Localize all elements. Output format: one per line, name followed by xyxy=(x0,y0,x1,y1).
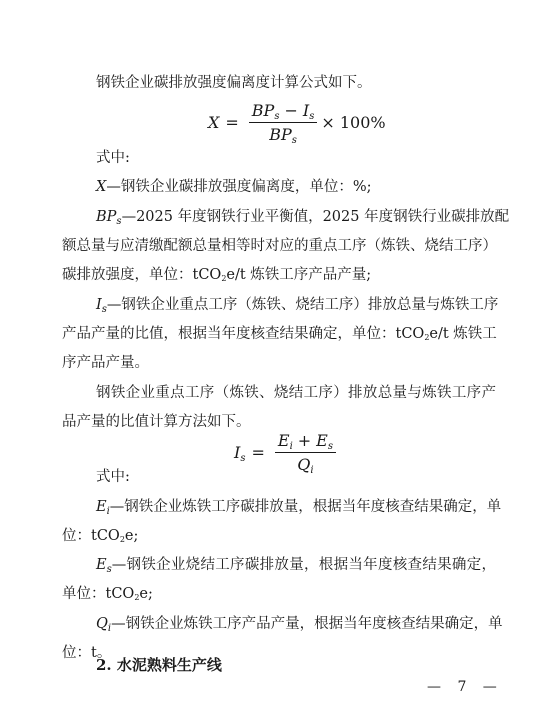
formula1-fraction xyxy=(249,101,318,144)
formula2-numerator: $E_i + E_s$ xyxy=(275,431,336,453)
where-label-1: 式中: xyxy=(96,150,130,166)
def-ei-line2: 位：tCO2e; xyxy=(62,528,139,544)
formula2-equals: = xyxy=(251,443,265,462)
def-bp-line3: 碳排放强度，单位：tCO2e/t 炼铁工序产品产量; xyxy=(62,267,372,283)
para2-line1: 钢铁企业重点工序（炼铁、烧结工序）排放总量与炼铁工序产 xyxy=(96,385,496,401)
page-number: — 7 — xyxy=(427,679,503,695)
def-is-line3: 序产品产量。 xyxy=(62,355,149,371)
def-bp-line2: 额总量与应清缴配额总量相等时对应的重点工序（炼铁、烧结工序） xyxy=(62,238,497,254)
where-label-2: 式中: xyxy=(96,469,130,485)
formula1-equals: = xyxy=(225,113,239,132)
formula1-numerator: $BP_s - I_s$ xyxy=(249,101,318,123)
def-is-line1: $I_s—$钢铁企业重点工序（炼铁、烧结工序）排放总量与炼铁工序 xyxy=(96,297,499,315)
formula2-denominator: $Q_i$ xyxy=(297,455,314,476)
def-es-line2: 单位：tCO2e; xyxy=(62,586,153,602)
def-es-line1: $E_s—$钢铁企业烧结工序碳排放量，根据当年度核查结果确定， xyxy=(96,557,496,575)
formula1-lhs: X xyxy=(208,113,220,132)
def-is-line2: 产品产量的比值，根据当年度核查结果确定，单位：tCO2e/t 炼铁工 xyxy=(62,326,497,342)
formula2-lhs: $I_s$ xyxy=(234,443,246,464)
def-qi-line1: $Q_i—$钢铁企业炼铁工序产品产量，根据当年度核查结果确定，单 xyxy=(96,616,503,634)
def-bp-line1: $BP_s—2025$ 年度钢铁行业平衡值，2025 年度钢铁行业碳排放配 xyxy=(96,209,510,227)
def-ei-line1: $E_i—$钢铁企业炼铁工序碳排放量，根据当年度核查结果确定，单 xyxy=(96,499,502,517)
deviation-formula xyxy=(208,101,386,144)
section-heading: 2. 水泥熟料生产线 xyxy=(96,656,222,674)
para2-line2: 品产量的比值计算方法如下。 xyxy=(62,414,251,430)
intro-text: 钢铁企业碳排放强度偏离度计算公式如下。 xyxy=(96,75,372,91)
def-x: X—钢铁企业碳排放强度偏离度，单位：%; xyxy=(96,179,372,195)
formula1-factor: × 100% xyxy=(321,113,386,132)
formula1-denominator: $BP_s$ xyxy=(269,125,297,146)
def-qi-line2: 位：t。 xyxy=(62,645,112,661)
